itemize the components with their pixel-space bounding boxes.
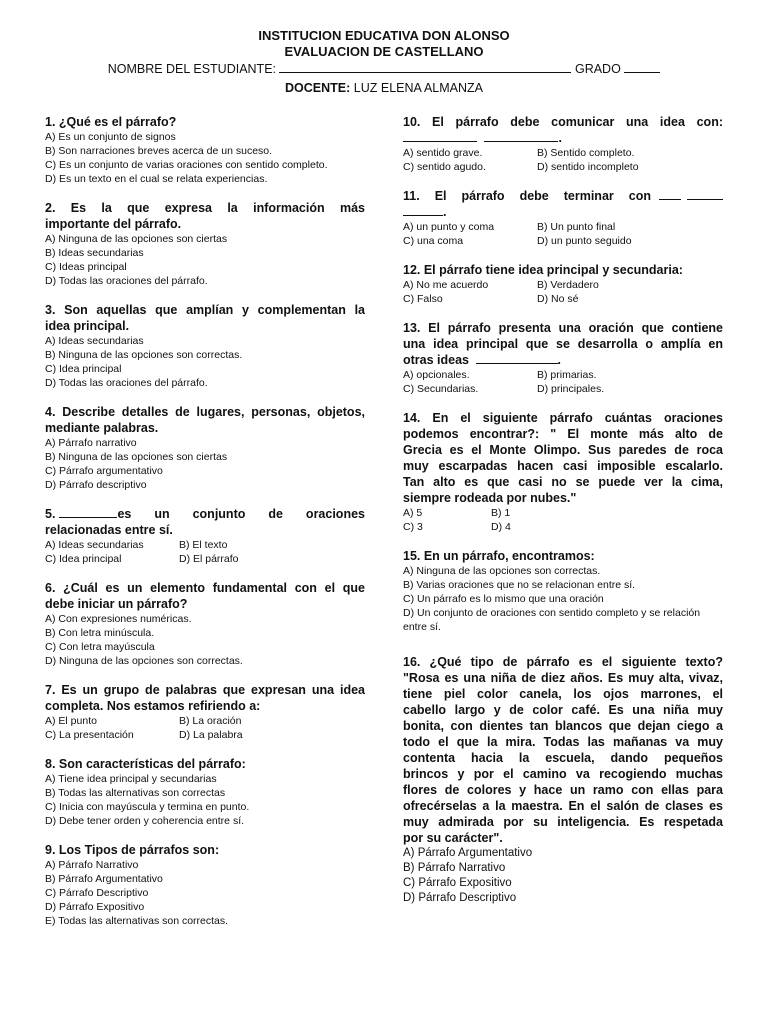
option[interactable]: C) Un párrafo es lo mismo que una oración xyxy=(403,593,604,605)
option[interactable]: D) Ninguna de las opciones son correctas. xyxy=(45,655,243,667)
option[interactable]: A) El punto xyxy=(45,715,97,727)
question-title: otras ideas xyxy=(403,353,470,367)
question-title: 16. ¿Qué tipo de párrafo es el siguiente texto? xyxy=(403,655,723,669)
teacher-label: DOCENTE: xyxy=(285,81,351,95)
question-title: 13. El párrafo presenta una oración que contiene xyxy=(403,321,723,335)
option[interactable]: A) Con expresiones numéricas. xyxy=(45,613,192,625)
option[interactable]: A) Párrafo Narrativo xyxy=(45,859,139,871)
answer-blank[interactable] xyxy=(59,506,117,518)
option[interactable]: A) un punto y coma xyxy=(403,221,495,233)
question-title: flores de colores y hace un ramo con ellas para xyxy=(403,783,723,797)
question-title: podemos encontrar?: " El monte más alto de xyxy=(403,427,723,441)
question-10 xyxy=(403,114,723,174)
question-14 xyxy=(403,410,723,534)
question-title: relacionadas entre sí. xyxy=(45,523,173,537)
question-blanks xyxy=(403,204,723,220)
option[interactable]: A) opcionales. xyxy=(403,369,470,381)
options-grid xyxy=(403,278,723,306)
option[interactable]: A) Párrafo Argumentativo xyxy=(403,847,533,859)
question-title: Grecia es el Monte Olimpo. Sus paredes de roca xyxy=(403,443,723,457)
option[interactable]: A) sentido grave. xyxy=(403,147,483,159)
question-11 xyxy=(403,188,723,248)
option[interactable]: C) sentido agudo. xyxy=(403,161,486,173)
options-grid xyxy=(403,506,723,534)
option[interactable]: A) Ideas secundarias xyxy=(45,335,144,347)
option[interactable]: B) Párrafo Argumentativo xyxy=(45,873,163,885)
option[interactable]: D) Todas las oraciones del párrafo. xyxy=(45,275,208,287)
question-title: brincos y por el camino va recogiendo muchas xyxy=(403,767,723,781)
option[interactable]: E) Todas las alternativas son correctas. xyxy=(45,915,229,927)
option[interactable]: B) Son narraciones breves acerca de un suceso. xyxy=(45,145,273,157)
question-2 xyxy=(45,200,365,288)
question-title: cabello largo y de color café. Es una niña muy xyxy=(403,703,723,717)
option[interactable]: D) 4 xyxy=(491,521,511,533)
exam-title: EVALUACION DE CASTELLANO xyxy=(284,44,484,59)
option[interactable]: C) Párrafo argumentativo xyxy=(45,465,163,477)
question-title: importante del párrafo. xyxy=(45,217,182,231)
question-title-row xyxy=(403,352,723,368)
option[interactable]: B) Con letra minúscula. xyxy=(45,627,155,639)
options-grid xyxy=(45,714,365,742)
option[interactable]: C) La presentación xyxy=(45,729,134,741)
option[interactable]: C) Idea principal xyxy=(45,363,122,375)
option[interactable]: D) principales. xyxy=(537,383,605,395)
option[interactable]: B) Todas las alternativas son correctas xyxy=(45,787,226,799)
answer-blank[interactable] xyxy=(476,352,558,364)
option[interactable]: D) Párrafo Expositivo xyxy=(45,901,145,913)
options-grid xyxy=(403,146,723,174)
question-15 xyxy=(403,548,723,634)
option[interactable]: B) 1 xyxy=(491,507,511,519)
question-title: 14. En el siguiente párrafo cuántas oraciones xyxy=(403,411,723,425)
question-title: 2. Es la que expresa la información más xyxy=(45,201,365,215)
option[interactable]: B) Ninguna de las opciones son correctas. xyxy=(45,349,243,361)
options-grid xyxy=(403,368,723,396)
exam-header xyxy=(0,28,768,97)
period: . xyxy=(443,205,447,219)
option[interactable]: B) Ideas secundarias xyxy=(45,247,144,259)
question-title: 7. Es un grupo de palabras que expresan una idea xyxy=(45,683,365,697)
option[interactable]: A) Ideas secundarias xyxy=(45,539,144,551)
option[interactable]: D) El párrafo xyxy=(179,553,239,565)
option[interactable]: B) Párrafo Narrativo xyxy=(403,862,506,874)
question-title: 9. Los Tipos de párrafos son: xyxy=(45,843,220,857)
question-title: 11. El párrafo debe terminar con xyxy=(403,189,651,203)
question-8 xyxy=(45,756,365,828)
question-title: 1. ¿Qué es el párrafo? xyxy=(45,115,177,129)
question-1 xyxy=(45,114,365,186)
option[interactable]: B) Ninguna de las opciones son ciertas xyxy=(45,451,228,463)
student-row xyxy=(0,60,768,78)
question-title: 4. Describe detalles de lugares, personas, objetos, xyxy=(45,405,365,419)
right-column xyxy=(403,114,723,920)
question-title: contenta hacia la escuela, dando pequeños xyxy=(403,751,723,765)
period: . xyxy=(557,353,561,367)
teacher-name: LUZ ELENA ALMANZA xyxy=(353,81,483,95)
option[interactable]: D) Debe tener orden y coherencia entre sí. xyxy=(45,815,245,827)
question-16 xyxy=(403,654,723,906)
option[interactable]: A) 5 xyxy=(403,507,423,519)
left-column xyxy=(45,114,365,942)
option[interactable]: C) Párrafo Descriptivo xyxy=(45,887,149,899)
question-5 xyxy=(45,506,365,566)
student-name-field[interactable] xyxy=(279,61,571,73)
option[interactable]: C) Párrafo Expositivo xyxy=(403,877,512,889)
answer-blank[interactable] xyxy=(403,204,443,216)
option[interactable]: D) No sé xyxy=(537,293,579,305)
question-title-row xyxy=(403,188,723,204)
option[interactable]: A) No me acuerdo xyxy=(403,279,489,291)
question-blanks xyxy=(403,130,723,146)
option[interactable]: D) La palabra xyxy=(179,729,243,741)
option[interactable]: D) un punto seguido xyxy=(537,235,632,247)
grade-field[interactable] xyxy=(624,61,660,73)
option[interactable]: B) primarias. xyxy=(537,369,597,381)
question-title: 6. ¿Cuál es un elemento fundamental con el que xyxy=(45,581,365,595)
question-title: "Rosa es una niña de diez años. Es muy alta, vivaz, xyxy=(403,671,723,685)
option[interactable]: C) Idea principal xyxy=(45,553,122,565)
question-title: 15. En un párrafo, encontramos: xyxy=(403,549,595,563)
question-title: completa. Nos estamos refiriendo a: xyxy=(45,699,261,713)
question-title: 3. Son aquellas que amplían y complementan la xyxy=(45,303,365,317)
option[interactable]: A) Ninguna de las opciones son correctas. xyxy=(403,565,601,577)
question-title: siempre rodeada por nubes." xyxy=(403,491,577,505)
question-title: bonita, con dientes tan blancos que dejan ciego a xyxy=(403,719,723,733)
question-title: Tan alto es que casi no se puede ver la cima, xyxy=(403,475,723,489)
option[interactable]: A) Tiene idea principal y secundarias xyxy=(45,773,217,785)
question-7 xyxy=(45,682,365,742)
option[interactable]: B) Un punto final xyxy=(537,221,616,233)
option[interactable]: C) Falso xyxy=(403,293,443,305)
question-6 xyxy=(45,580,365,668)
question-title: por su carácter". xyxy=(403,831,503,845)
option[interactable]: A) Ninguna de las opciones son ciertas xyxy=(45,233,228,245)
question-title: mediante palabras. xyxy=(45,421,159,435)
question-title: 10. El párrafo debe comunicar una idea con: xyxy=(403,115,723,129)
question-title: ofrecérselas a la maestra. En el salón de clases es xyxy=(403,799,723,813)
question-title: muy admirada por su inteligencia. Es respetada xyxy=(403,815,723,829)
question-title: tiene piel color canela, los ojos marrones, el xyxy=(403,687,723,701)
answer-blank[interactable] xyxy=(659,188,681,200)
question-12 xyxy=(403,262,723,306)
answer-blank[interactable] xyxy=(484,130,558,142)
option[interactable]: A) Párrafo narrativo xyxy=(45,437,137,449)
answer-blank[interactable] xyxy=(687,188,723,200)
option[interactable]: D) sentido incompleto xyxy=(537,161,639,173)
option[interactable]: C) 3 xyxy=(403,521,423,533)
question-title-row xyxy=(45,506,365,522)
option[interactable]: C) Secundarias. xyxy=(403,383,479,395)
option[interactable]: D) Párrafo descriptivo xyxy=(45,479,147,491)
question-title: es un conjunto de oraciones xyxy=(117,507,365,521)
option[interactable]: C) una coma xyxy=(403,235,464,247)
option[interactable]: B) El texto xyxy=(179,539,228,551)
question-title: idea principal. xyxy=(45,319,130,333)
options-grid xyxy=(45,538,365,566)
question-title: una idea principal que se desarrolla o amplía en xyxy=(403,337,723,351)
option[interactable]: B) Varias oraciones que no se relacionan entre sí. xyxy=(403,579,636,591)
option[interactable]: B) Verdadero xyxy=(537,279,599,291)
question-13 xyxy=(403,320,723,396)
option[interactable]: D) Un conjunto de oraciones con sentido completo y se relación xyxy=(403,607,701,619)
options-grid xyxy=(403,220,723,248)
question-4 xyxy=(45,404,365,492)
question-title: 8. Son características del párrafo: xyxy=(45,757,246,771)
period: . xyxy=(558,131,562,145)
student-label: NOMBRE DEL ESTUDIANTE: xyxy=(107,62,276,76)
answer-blank[interactable] xyxy=(403,130,477,142)
school-name: INSTITUCION EDUCATIVA DON ALONSO xyxy=(258,28,510,43)
question-9 xyxy=(45,842,365,928)
option[interactable]: D) Párrafo Descriptivo xyxy=(403,892,517,904)
question-title: 12. El párrafo tiene idea principal y secundaria: xyxy=(403,263,683,277)
option[interactable]: D) Es un texto en el cual se relata experiencias. xyxy=(45,173,268,185)
option[interactable]: D) Todas las oraciones del párrafo. xyxy=(45,377,208,389)
question-3 xyxy=(45,302,365,390)
option[interactable]: B) Sentido completo. xyxy=(537,147,635,159)
option-continuation: entre sí. xyxy=(403,621,441,633)
question-title: muy escarpadas hacen casi imposible escalarlo. xyxy=(403,459,723,473)
option[interactable]: C) Ideas principal xyxy=(45,261,127,273)
option[interactable]: A) Es un conjunto de signos xyxy=(45,131,176,143)
question-title: todo el que la mira. Todas las mañanas va muy xyxy=(403,735,723,749)
option[interactable]: C) Con letra mayúscula xyxy=(45,641,155,653)
option[interactable]: B) La oración xyxy=(179,715,242,727)
question-number: 5. xyxy=(45,507,56,521)
grade-label: GRADO xyxy=(574,62,621,76)
option[interactable]: C) Es un conjunto de varias oraciones con sentido completo. xyxy=(45,159,328,171)
teacher-row xyxy=(0,79,768,97)
option[interactable]: C) Inicia con mayúscula y termina en punto. xyxy=(45,801,250,813)
question-title: debe iniciar un párrafo? xyxy=(45,597,188,611)
